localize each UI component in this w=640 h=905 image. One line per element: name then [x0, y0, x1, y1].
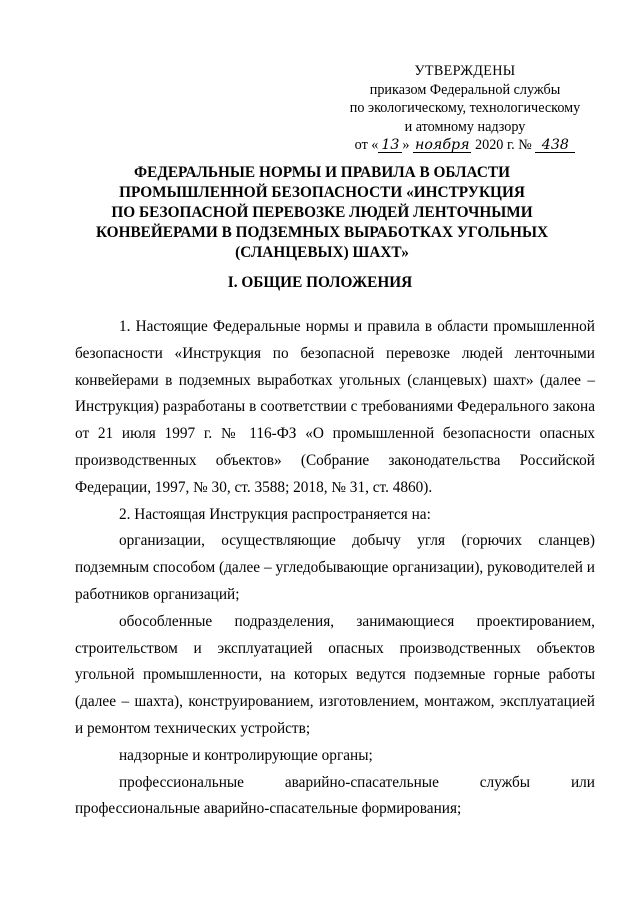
approval-line-2: по экологическому, технологическому — [349, 100, 581, 116]
title-line-1: ФЕДЕРАЛЬНЫЕ НОРМЫ И ПРАВИЛА В ОБЛАСТИ — [133, 164, 510, 181]
paragraph-4: обособленные подразделения, занимающиеся проектированием, строительством и эксплуатацией опасных производственных объектов угольной промышленности, на которых ведутся подземные горные работы (далее – шахта), конструированием, изготовлением, монтажом, эксплуатацией и ремонтом технических устройств; — [75, 612, 595, 737]
title-line-3: ПО БЕЗОПАСНОЙ ПЕРЕВОЗКЕ ЛЮДЕЙ ЛЕНТОЧНЫМИ — [111, 204, 533, 221]
title-line-2: ПРОМЫШЛЕННОЙ БЕЗОПАСНОСТИ «ИНСТРУКЦИЯ — [119, 184, 525, 201]
paragraph-5: надзорные и контролирующие органы; — [119, 746, 373, 764]
paragraph-3: организации, осуществляющие добычу угля (горючих сланцев) подземным способом (далее – угледобывающие организации), руководителей и работников организаций; — [75, 532, 595, 603]
year-text: 2020 г. № — [475, 137, 532, 153]
section-title: I. ОБЩИЕ ПОЛОЖЕНИЯ — [227, 274, 413, 291]
document-title — [84, 163, 560, 263]
paragraph-1: 1. Настоящие Федеральные нормы и правила в области промышленной безопасности «Инструкция по безопасной перевозке людей ленточными конвейерами в подземных выработках угольных (сланцевых) шахт» (далее – Инструкция) разработаны в соответствии с требованиями Федерального закона от 21 июля 1997 г. № 116-ФЗ «О промышленной безопасности опасных производственных объектов» (Собрание законодательства Российской Федерации, 1997, № 30, ст. 3588; 2018, № 31, ст. 4860). — [75, 318, 595, 496]
title-line-5: (СЛАНЦЕВЫХ) ШАХТ» — [235, 244, 409, 261]
approval-line-3: и атомному надзору — [404, 118, 526, 135]
word: или — [570, 773, 595, 791]
approval-line-1: приказом Федеральной службы — [369, 81, 561, 98]
title-line-4: КОНВЕЙЕРАМИ В ПОДЗЕМНЫХ ВЫРАБОТКАХ УГОЛЬНЫХ — [95, 224, 549, 241]
handwritten-day: 13 — [378, 138, 402, 153]
approval-stamp — [330, 62, 600, 155]
paragraph-6 — [75, 770, 595, 824]
paragraph-6-line-1 — [75, 770, 595, 797]
handwritten-order-number: 438 — [535, 138, 575, 153]
word: аварийно-спасательные — [284, 773, 439, 791]
handwritten-month: ноября — [415, 137, 470, 153]
quote-close: » — [402, 137, 410, 153]
date-prefix: от « — [354, 137, 379, 153]
word: профессиональные — [119, 773, 244, 791]
paragraph-6-line-2: профессиональные аварийно-спасательные формирования; — [75, 800, 462, 818]
approval-heading: УТВЕРЖДЕНЫ — [414, 63, 516, 79]
paragraph-2: 2. Настоящая Инструкция распространяется на: — [119, 505, 431, 523]
approval-date-line — [330, 136, 600, 155]
word: службы — [479, 773, 531, 791]
document-body — [75, 314, 595, 823]
